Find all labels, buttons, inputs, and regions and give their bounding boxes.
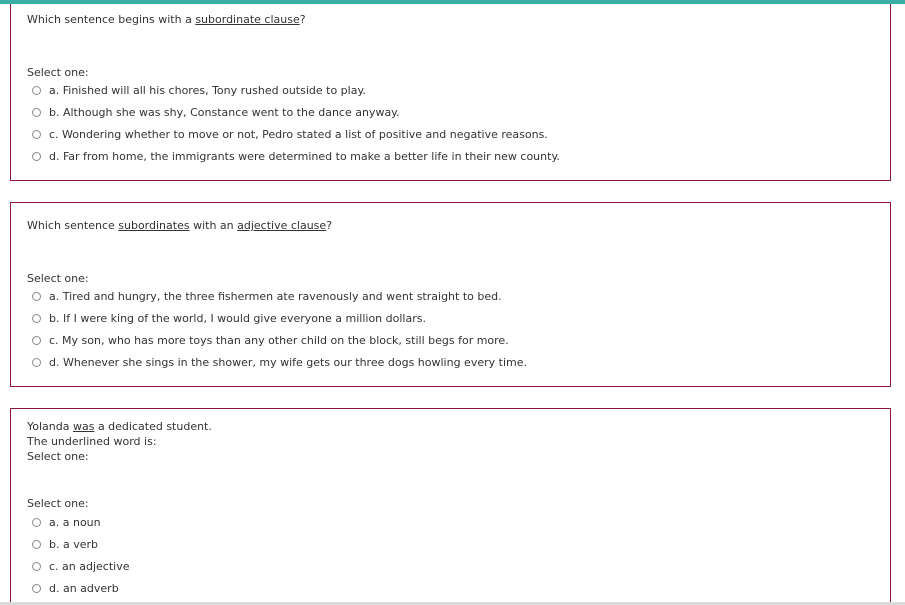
question-text-part: Yolanda (27, 420, 73, 433)
radio-button-icon[interactable] (32, 540, 41, 549)
radio-button-icon[interactable] (32, 584, 41, 593)
answer-option-label: c. an adjective (49, 559, 130, 573)
answer-option-c[interactable] (32, 126, 548, 142)
answer-option-d[interactable] (32, 580, 119, 596)
answer-option-a[interactable] (32, 82, 366, 98)
glossary-link-subordinate-clause[interactable]: subordinate clause (195, 13, 300, 26)
select-one-label: Select one: (27, 272, 89, 285)
question-text (27, 419, 212, 434)
answer-option-label: a. Tired and hungry, the three fishermen ate ravenously and went straight to bed. (49, 289, 502, 303)
glossary-link-adjective-clause[interactable]: adjective clause (237, 219, 327, 232)
question-card-1 (10, 4, 891, 181)
answer-option-d[interactable] (32, 148, 560, 164)
question-text-part: Which sentence (27, 219, 119, 232)
question-text-part: with an (189, 219, 238, 232)
answer-option-c[interactable] (32, 558, 130, 574)
answer-option-label: d. Far from home, the immigrants were determined to make a better life in their new county. (49, 149, 560, 163)
answer-option-label: d. Whenever she sings in the shower, my wife gets our three dogs howling every time. (49, 355, 527, 369)
answer-option-c[interactable] (32, 332, 509, 348)
radio-button-icon[interactable] (32, 518, 41, 527)
answer-option-b[interactable] (32, 310, 426, 326)
question-text (27, 12, 306, 27)
underlined-word: was (72, 420, 95, 433)
radio-button-icon[interactable] (32, 130, 41, 139)
glossary-link-subordinates[interactable]: subordinates (118, 219, 190, 232)
answer-option-b[interactable] (32, 104, 400, 120)
select-one-label: Select one: (27, 497, 89, 510)
radio-button-icon[interactable] (32, 336, 41, 345)
radio-button-icon[interactable] (32, 314, 41, 323)
question-text-part: ? (299, 13, 306, 26)
radio-button-icon[interactable] (32, 292, 41, 301)
question-subtext: Select one: (27, 450, 89, 463)
answer-option-label: a. a noun (49, 515, 101, 529)
radio-button-icon[interactable] (32, 562, 41, 571)
answer-option-b[interactable] (32, 536, 98, 552)
answer-option-label: c. Wondering whether to move or not, Pedro stated a list of positive and negative reasons. (49, 127, 548, 141)
radio-button-icon[interactable] (32, 108, 41, 117)
question-card-2 (10, 202, 891, 387)
question-text-part: ? (326, 219, 333, 232)
answer-option-a[interactable] (32, 288, 502, 304)
radio-button-icon[interactable] (32, 86, 41, 95)
answer-option-a[interactable] (32, 514, 101, 530)
question-text (27, 218, 332, 233)
answer-option-label: c. My son, who has more toys than any other child on the block, still begs for more. (49, 333, 509, 347)
answer-option-label: b. If I were king of the world, I would give everyone a million dollars. (49, 311, 426, 325)
answer-option-label: d. an adverb (49, 581, 119, 595)
question-text-part: Which sentence begins with a (27, 13, 196, 26)
answer-option-d[interactable] (32, 354, 527, 370)
question-text-part: a dedicated student. (94, 420, 212, 433)
question-card-3 (10, 408, 891, 605)
radio-button-icon[interactable] (32, 358, 41, 367)
select-one-label: Select one: (27, 66, 89, 79)
question-subtext: The underlined word is: (27, 435, 157, 448)
answer-option-label: a. Finished will all his chores, Tony rushed outside to play. (49, 83, 366, 97)
answer-option-label: b. Although she was shy, Constance went to the dance anyway. (49, 105, 400, 119)
answer-option-label: b. a verb (49, 537, 98, 551)
radio-button-icon[interactable] (32, 152, 41, 161)
